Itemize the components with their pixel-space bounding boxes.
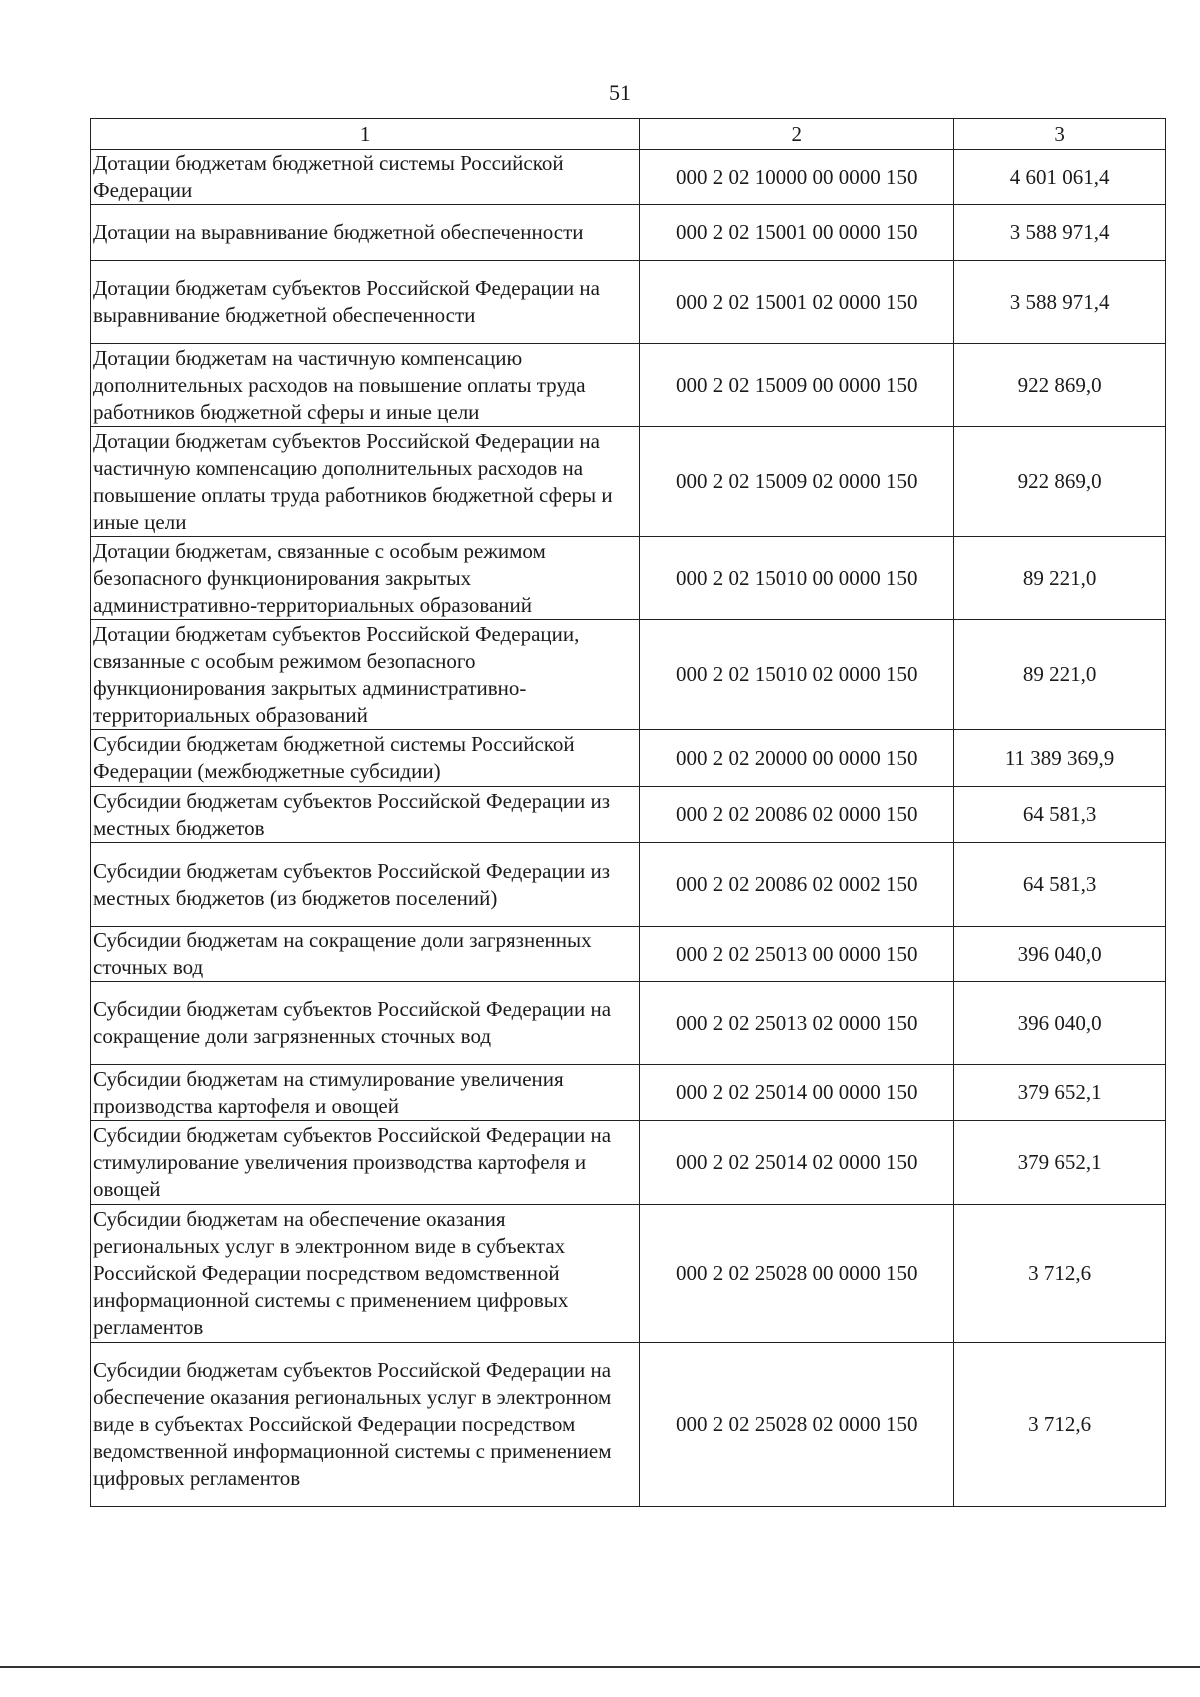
row-code: 000 2 02 25013 02 0000 150 <box>640 982 954 1065</box>
table-row <box>91 982 1166 1065</box>
row-amount: 379 652,1 <box>954 1121 1166 1205</box>
row-code: 000 2 02 25014 02 0000 150 <box>640 1121 954 1205</box>
row-code: 000 2 02 25014 00 0000 150 <box>640 1065 954 1121</box>
row-code: 000 2 02 25028 02 0000 150 <box>640 1343 954 1507</box>
table-row <box>91 150 1166 205</box>
row-amount: 3 712,6 <box>954 1343 1166 1507</box>
row-code: 000 2 02 15010 02 0000 150 <box>640 620 954 730</box>
row-name: Дотации бюджетам субъектов Российской Федерации на выравнивание бюджетной обеспеченности <box>91 261 640 344</box>
header-row <box>91 119 1166 150</box>
table-row <box>91 427 1166 537</box>
row-amount: 379 652,1 <box>954 1065 1166 1121</box>
row-name: Субсидии бюджетам субъектов Российской Федерации на сокращение доли загрязненных сточных вод <box>91 982 640 1065</box>
row-code: 000 2 02 20086 02 0002 150 <box>640 843 954 927</box>
row-code: 000 2 02 15009 00 0000 150 <box>640 344 954 427</box>
header-col-1: 1 <box>91 119 640 150</box>
row-amount: 89 221,0 <box>954 620 1166 730</box>
row-name: Субсидии бюджетам на обеспечение оказания региональных услуг в электронном виде в субъектах Российской Федерации посредством ведомственной информационной системы с применением цифровых регламентов <box>91 1205 640 1343</box>
row-name: Субсидии бюджетам субъектов Российской Федерации на обеспечение оказания региональных услуг в электронном виде в субъектах Российской Федерации посредством ведомственной информационной системы с применением цифровых регламентов <box>91 1343 640 1507</box>
row-name: Субсидии бюджетам на стимулирование увеличения производства картофеля и овощей <box>91 1065 640 1121</box>
row-amount: 11 389 369,9 <box>954 730 1166 787</box>
table-row <box>91 787 1166 843</box>
row-code: 000 2 02 25028 00 0000 150 <box>640 1205 954 1343</box>
table-row <box>91 344 1166 427</box>
table-row <box>91 261 1166 344</box>
table-row <box>91 843 1166 927</box>
row-name: Дотации на выравнивание бюджетной обеспеченности <box>91 205 640 261</box>
row-amount: 89 221,0 <box>954 537 1166 620</box>
row-amount: 3 588 971,4 <box>954 205 1166 261</box>
row-name: Субсидии бюджетам субъектов Российской Федерации из местных бюджетов <box>91 787 640 843</box>
row-amount: 64 581,3 <box>954 843 1166 927</box>
row-code: 000 2 02 15001 00 0000 150 <box>640 205 954 261</box>
row-code: 000 2 02 15010 00 0000 150 <box>640 537 954 620</box>
row-name: Субсидии бюджетам субъектов Российской Федерации из местных бюджетов (из бюджетов поселений) <box>91 843 640 927</box>
row-name: Дотации бюджетам, связанные с особым режимом безопасного функционирования закрытых административно-территориальных образований <box>91 537 640 620</box>
row-amount: 4 601 061,4 <box>954 150 1166 205</box>
row-amount: 3 588 971,4 <box>954 261 1166 344</box>
row-name: Дотации бюджетам бюджетной системы Российской Федерации <box>91 150 640 205</box>
row-amount: 3 712,6 <box>954 1205 1166 1343</box>
table-body <box>91 150 1166 1507</box>
row-code: 000 2 02 25013 00 0000 150 <box>640 927 954 982</box>
row-name: Субсидии бюджетам субъектов Российской Федерации на стимулирование увеличения производства картофеля и овощей <box>91 1121 640 1205</box>
row-name: Дотации бюджетам на частичную компенсацию дополнительных расходов на повышение оплаты труда работников бюджетной сферы и иные цели <box>91 344 640 427</box>
bottom-rule <box>0 1666 1200 1668</box>
table-row <box>91 620 1166 730</box>
page-number: 51 <box>609 80 631 105</box>
row-code: 000 2 02 10000 00 0000 150 <box>640 150 954 205</box>
row-amount: 922 869,0 <box>954 427 1166 537</box>
header-col-3: 3 <box>954 119 1166 150</box>
table-row <box>91 1121 1166 1205</box>
row-name: Дотации бюджетам субъектов Российской Федерации, связанные с особым режимом безопасного функционирования закрытых административно-территориальных образований <box>91 620 640 730</box>
budget-table <box>90 118 1166 1507</box>
table-row <box>91 537 1166 620</box>
row-code: 000 2 02 20086 02 0000 150 <box>640 787 954 843</box>
row-code: 000 2 02 20000 00 0000 150 <box>640 730 954 787</box>
row-amount: 64 581,3 <box>954 787 1166 843</box>
header-col-2: 2 <box>640 119 954 150</box>
row-amount: 396 040,0 <box>954 927 1166 982</box>
table-row <box>91 1065 1166 1121</box>
row-amount: 922 869,0 <box>954 344 1166 427</box>
table-row <box>91 927 1166 982</box>
table-row <box>91 1343 1166 1507</box>
row-code: 000 2 02 15009 02 0000 150 <box>640 427 954 537</box>
table-row <box>91 730 1166 787</box>
table-row <box>91 205 1166 261</box>
table-row <box>91 1205 1166 1343</box>
row-code: 000 2 02 15001 02 0000 150 <box>640 261 954 344</box>
row-amount: 396 040,0 <box>954 982 1166 1065</box>
table-header <box>91 119 1166 150</box>
row-name: Дотации бюджетам субъектов Российской Федерации на частичную компенсацию дополнительных расходов на повышение оплаты труда работников бюджетной сферы и иные цели <box>91 427 640 537</box>
row-name: Субсидии бюджетам бюджетной системы Российской Федерации (межбюджетные субсидии) <box>91 730 640 787</box>
row-name: Субсидии бюджетам на сокращение доли загрязненных сточных вод <box>91 927 640 982</box>
